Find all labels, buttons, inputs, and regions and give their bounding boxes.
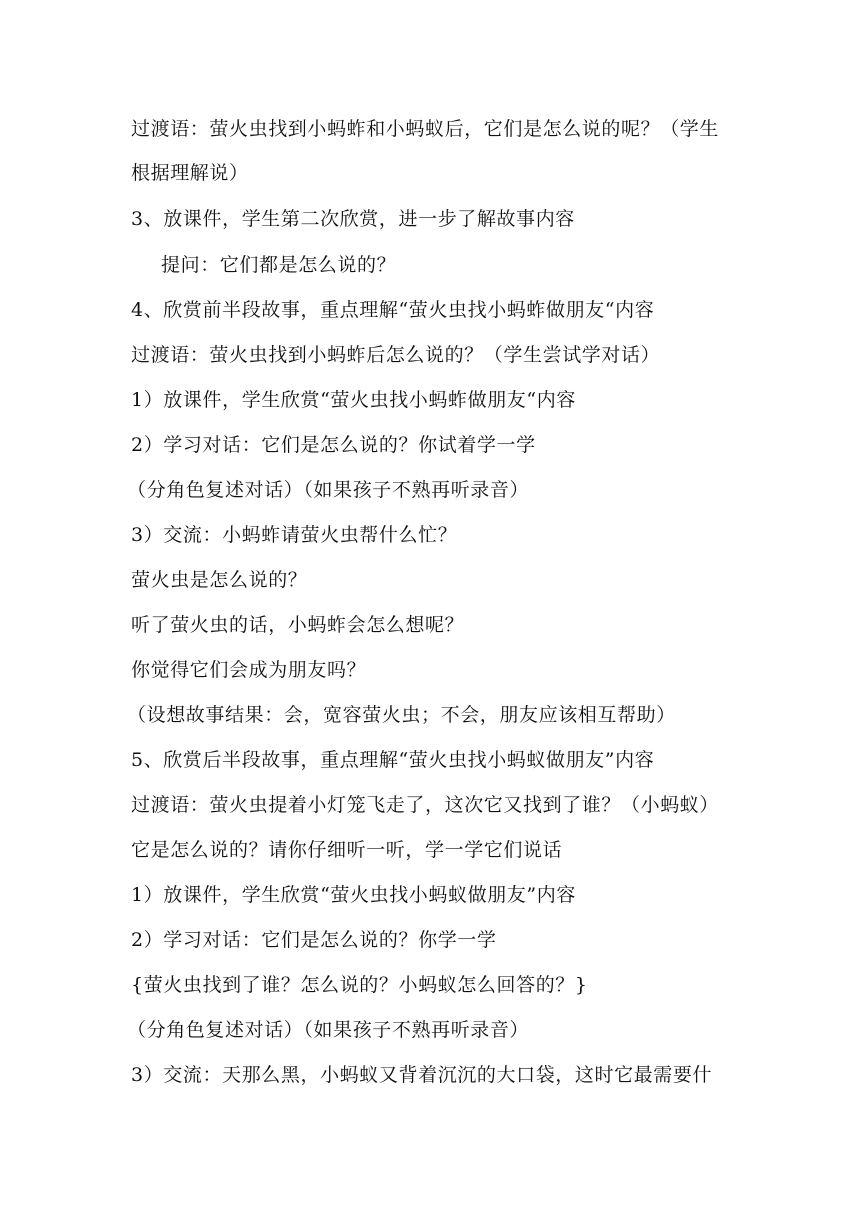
text-line: 听了萤火虫的话，小蚂蚱会怎么想呢？ [131,614,465,636]
text-line: 4、欣赏前半段故事，重点理解“萤火虫找小蚂蚱做朋友“内容 [131,299,655,321]
text-line: （设想故事结果：会，宽容萤火虫；不会，朋友应该相互帮助） [127,704,676,726]
text-line: 根据理解说） [131,162,249,184]
text-line: 1）放课件，学生欣赏“萤火虫找小蚂蚁做朋友”内容 [131,884,576,906]
text-line: 过渡语：萤火虫找到小蚂蚱和小蚂蚁后，它们是怎么说的呢？（学生 [131,118,720,140]
text-line: 它是怎么说的？请你仔细听一听，学一学它们说话 [131,839,563,861]
text-line: 你觉得它们会成为朋友吗？ [131,659,367,681]
text-line: 5、欣赏后半段故事，重点理解“萤火虫找小蚂蚁做朋友”内容 [131,749,655,771]
text-line: （分角色复述对话）（如果孩子不熟再听录音） [127,479,530,501]
text-line: 3）交流：小蚂蚱请萤火虫帮什么忙？ [131,524,458,546]
text-line: 3）交流：天那么黑，小蚂蚁又背着沉沉的大口袋，这时它最需要什 [131,1064,713,1086]
text-line: 过渡语：萤火虫找到小蚂蚱后怎么说的？（学生尝试学对话） [131,344,661,366]
text-line: 2）学习对话：它们是怎么说的？你学一学 [131,929,497,951]
text-line: {萤火虫找到了谁？怎么说的？小蚂蚁怎么回答的？} [131,974,588,996]
text-line: 萤火虫是怎么说的？ [131,569,308,591]
text-line: 3、放课件，学生第二次欣赏，进一步了解故事内容 [131,208,575,230]
text-line: （分角色复述对话）（如果孩子不熟再听录音） [127,1019,530,1041]
text-line: 2）学习对话：它们是怎么说的？你试着学一学 [131,434,536,456]
text-line: 过渡语：萤火虫提着小灯笼飞走了，这次它又找到了谁？（小蚂蚁） [131,794,720,816]
text-line: 1）放课件，学生欣赏“萤火虫找小蚂蚱做朋友“内容 [131,389,576,411]
text-line: 提问：它们都是怎么说的？ [161,254,397,276]
